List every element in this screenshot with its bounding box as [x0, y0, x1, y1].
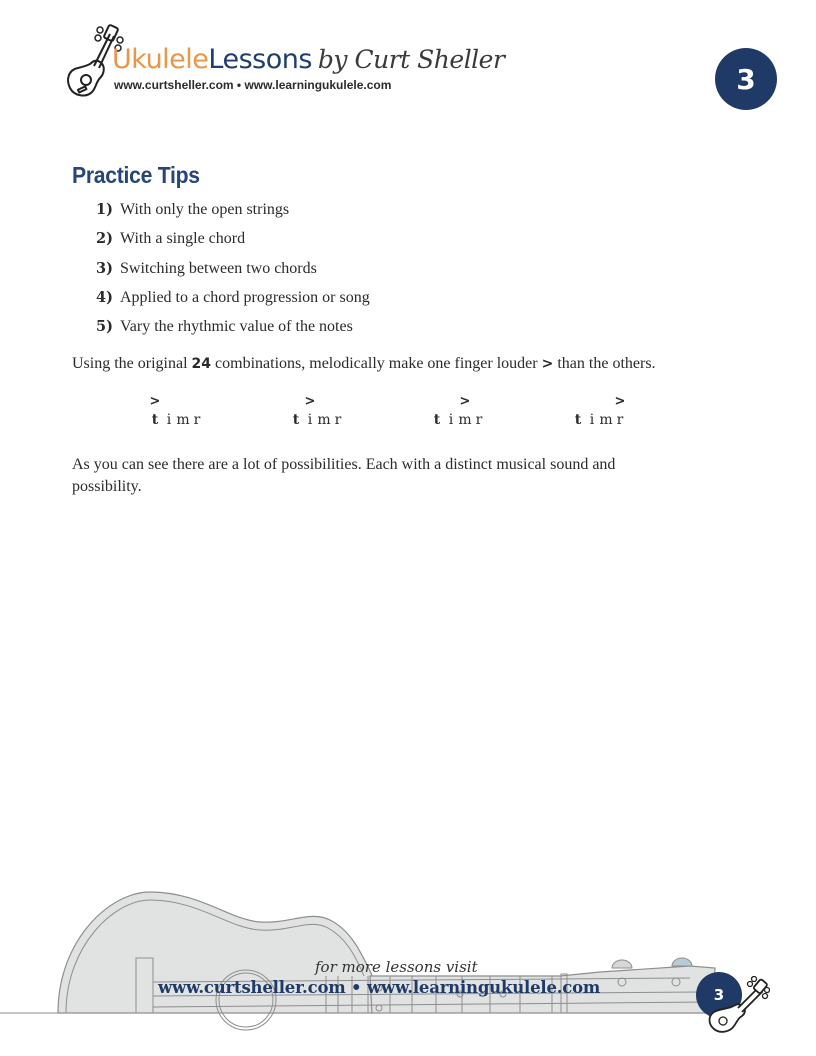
finger-letter: t: [292, 412, 300, 428]
finger-pattern: [148, 394, 204, 430]
tip-text: Switching between two chords: [120, 259, 317, 277]
accent-spacer: [430, 394, 444, 412]
accent-mark: >: [459, 394, 471, 409]
accent-row: [571, 394, 627, 412]
finger-letter: i: [307, 412, 313, 428]
tip-text: Applied to a chord progression or song: [120, 288, 370, 306]
page-number-badge: 3: [715, 48, 777, 110]
accent-spacer: [444, 394, 458, 412]
finger-row: [148, 412, 204, 430]
finger-letter: r: [616, 412, 624, 428]
tip-text: With a single chord: [120, 230, 246, 248]
logo-urls: www.curtsheller.com • www.learningukulele.com: [114, 78, 392, 92]
finger-letter: i: [589, 412, 595, 428]
list-item: [96, 289, 370, 318]
accent-spacer: [571, 394, 585, 412]
finger-letter: r: [475, 412, 483, 428]
accent-spacer: [599, 394, 613, 412]
accent-row: [148, 394, 204, 412]
footer-page-number-badge: 3: [696, 972, 742, 1018]
accent-spacer: [176, 394, 190, 412]
finger-pattern: [571, 394, 627, 430]
accent-spacer: [331, 394, 345, 412]
tip-text: With only the open strings: [120, 201, 290, 218]
finger-letter: m: [599, 412, 613, 428]
para-text: Using the original: [72, 355, 192, 372]
logo-word-ukulele: Ukulele: [112, 44, 209, 75]
accent-mark: >: [304, 394, 316, 409]
list-item: [96, 201, 370, 230]
tip-number: 2): [96, 230, 113, 248]
list-item: [96, 318, 370, 347]
footer-ukulele-icon: [706, 976, 770, 1034]
tip-number: 4): [96, 288, 113, 306]
finger-pattern: [289, 394, 345, 430]
closing-paragraph: As you can see there are a lot of possibilities. Each with a distinct musical sound and possibility.: [72, 456, 616, 495]
list-item: [96, 230, 370, 259]
logo-title: [112, 44, 504, 75]
combination-count: 24: [191, 356, 212, 372]
accent-spacer: [472, 394, 486, 412]
finger-letter: i: [166, 412, 172, 428]
accent-spacer: [190, 394, 204, 412]
instruction-paragraph: [72, 353, 712, 375]
finger-letter: r: [193, 412, 201, 428]
practice-tips-list: [96, 201, 370, 347]
accent-row: [289, 394, 345, 412]
accent-spacer: [317, 394, 331, 412]
accent-row: [430, 394, 486, 412]
para-text: than the others.: [553, 355, 656, 372]
finger-pattern: [430, 394, 486, 430]
logo-byline: by Curt Sheller: [317, 45, 505, 74]
finger-row: [430, 412, 486, 430]
finger-letter: m: [317, 412, 331, 428]
list-item: [96, 260, 370, 289]
accent-spacer: [162, 394, 176, 412]
finger-letter: i: [448, 412, 454, 428]
finger-row: [289, 412, 345, 430]
accent-mark: >: [614, 394, 626, 409]
accent-patterns: [0, 394, 816, 434]
header-logo: [64, 24, 505, 104]
finger-letter: r: [334, 412, 342, 428]
accent-spacer: [289, 394, 303, 412]
finger-letter: m: [458, 412, 472, 428]
tip-text: Vary the rhythmic value of the notes: [120, 318, 353, 336]
accent-spacer: [585, 394, 599, 412]
accent-symbol: >: [541, 356, 554, 372]
para-text: combinations, melodically make one finger louder: [211, 355, 542, 372]
logo-word-lessons: Lessons: [208, 44, 312, 75]
footer-visit-text: for more lessons visit: [315, 958, 478, 976]
tip-number: 1): [96, 201, 113, 218]
accent-mark: >: [149, 394, 161, 409]
finger-letter: t: [433, 412, 441, 428]
finger-letter: t: [151, 412, 159, 428]
section-title: Practice Tips: [72, 162, 200, 188]
tip-number: 5): [96, 318, 113, 336]
finger-letter: t: [574, 412, 582, 428]
footer-urls[interactable]: www.curtsheller.com • www.learningukulele.com: [158, 978, 601, 997]
finger-letter: m: [176, 412, 190, 428]
tip-number: 3): [96, 259, 113, 277]
finger-row: [571, 412, 627, 430]
